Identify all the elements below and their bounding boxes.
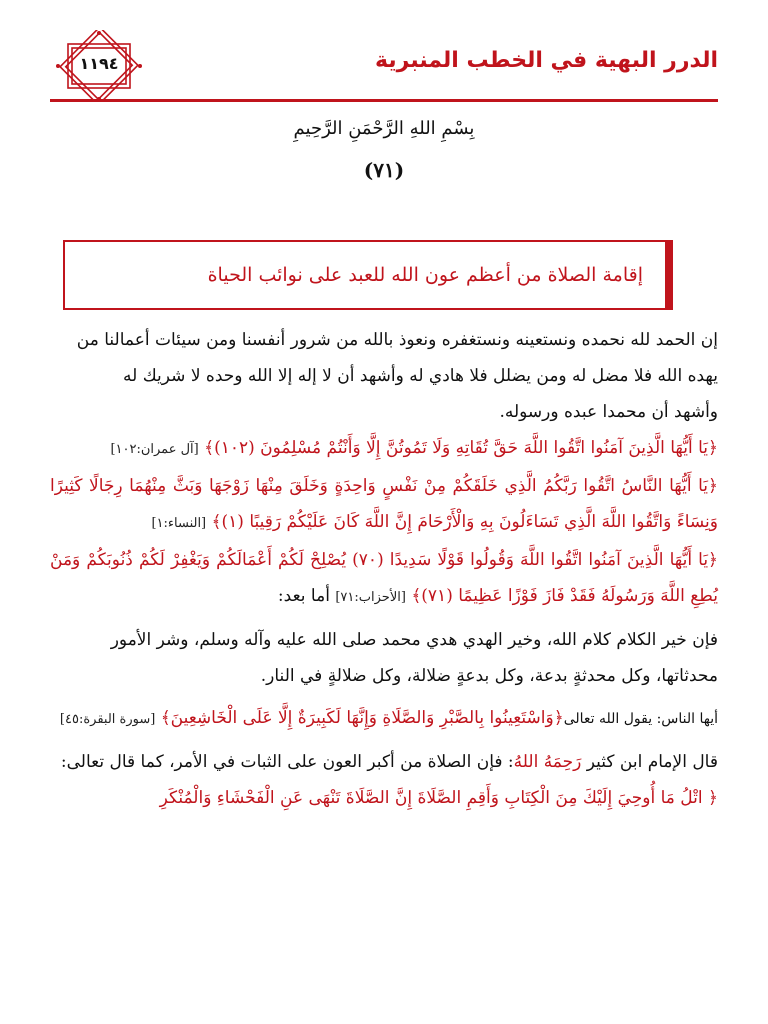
quran-verse: ﴿وَاسْتَعِينُوا بِالصَّبْرِ وَالصَّلَاةِ وَإِنَّهَا لَكَبِيرَةٌ إِلَّا عَلَى الْخَاشِعِينَ﴾ <box>160 708 564 728</box>
quran-verse: ﴿يَا أَيُّهَا النَّاسُ اتَّقُوا رَبَّكُمُ الَّذِي خَلَقَكُمْ مِنْ نَفْسٍ وَاحِدَةٍ وَخَلَقَ مِنْهَا زَوْجَهَا وَبَثَّ مِنْهُمَا رِجَالًا كَثِيرًا وَنِسَاءً وَاتَّقُوا اللَّهَ الَّذِي تَسَاءَلُونَ بِهِ وَالْأَرْحَامَ إِنَّ اللَّهَ كَانَ عَلَيْكُمْ رَقِيبًا (١)﴾ <box>50 476 718 532</box>
page-number-ornament <box>50 30 148 102</box>
honorific: رَحِمَهُ اللهُ <box>513 752 582 772</box>
intro-line: يهده الله فلا مضل له ومن يضلل فلا هادي له وأشهد أن لا إله إلا الله وحده لا شريك له <box>123 366 718 386</box>
verse-paragraph <box>50 542 718 616</box>
page-header <box>50 30 718 102</box>
book-title: الدرر البهية في الخطب المنبرية <box>375 48 718 73</box>
verse-reference: [آل عمران:١٠٢] <box>110 442 199 457</box>
tafsir-rest: : فإن الصلاة من أكبر العون على الثبات في الأمر، كما قال تعالى: <box>60 752 514 772</box>
amma-bad: أما بعد: <box>277 586 330 606</box>
intro-line: وأشهد أن محمدا عبده ورسوله. <box>499 402 718 422</box>
quran-verse: ﴿يَا أَيُّهَا الَّذِينَ آمَنُوا اتَّقُوا اللَّهَ حَقَّ تُقَاتِهِ وَلَا تَمُوتُنَّ إِلَّا وَأَنْتُمْ مُسْلِمُونَ (١٠٢)﴾ <box>204 438 718 458</box>
khutba-line: فإن خير الكلام كلام الله، وخير الهدي هدي محمد صلى الله عليه وآله وسلم، وشر الأمور <box>110 630 718 650</box>
sermon-body <box>50 322 718 816</box>
tafsir-paragraph <box>50 744 718 780</box>
people-paragraph <box>50 700 718 738</box>
quran-verse: ﴿يَا أَيُّهَا الَّذِينَ آمَنُوا اتَّقُوا اللَّهَ وَقُولُوا قَوْلًا سَدِيدًا (٧٠) يُصْلِحْ لَكُمْ أَعْمَالَكُمْ وَيَغْفِرْ لَكُمْ ذُنُوبَكُمْ وَمَنْ يُطِعِ اللَّهَ وَرَسُولَهُ فَقَدْ فَازَ فَوْزًا عَظِيمًا (٧١)﴾ <box>50 550 719 606</box>
verse-paragraph <box>50 430 718 468</box>
sermon-title: إقامة الصلاة من أعظم عون الله للعبد على نوائب الحياة <box>207 264 643 286</box>
header-divider <box>50 99 718 102</box>
verse-paragraph <box>50 468 718 542</box>
basmala: بِسْمِ اللهِ الرَّحْمَنِ الرَّحِيمِ <box>293 118 475 139</box>
verse-paragraph <box>50 780 718 816</box>
khutba-line: محدثاتها، وكل محدثةٍ بدعة، وكل بدعةٍ ضلالة، وكل ضلالةٍ في النار. <box>260 666 718 686</box>
quran-verse: ﴿ اتْلُ مَا أُوحِيَ إِلَيْكَ مِنَ الْكِتَابِ وَأَقِمِ الصَّلَاةَ إِنَّ الصَّلَاةَ تَنْهَى عَنِ الْفَحْشَاءِ وَالْمُنْكَرِ <box>159 788 718 808</box>
sermon-title-box <box>63 240 673 310</box>
verse-reference: [الأحزاب:٧١] <box>335 590 406 605</box>
verse-reference: [النساء:١] <box>151 516 207 531</box>
page-number: ١١٩٤ <box>79 54 119 73</box>
intro-line: إن الحمد لله نحمده ونستعينه ونستغفره ونعوذ بالله من شرور أنفسنا ومن سيئات أعمالنا من <box>76 330 718 350</box>
people-prefix: أيها الناس: يقول الله تعالى <box>563 711 718 727</box>
verse-reference: [سورة البقرة:٤٥] <box>59 712 156 727</box>
tafsir-text: قال الإمام ابن كثير <box>586 752 718 772</box>
sermon-number: (٧١) <box>363 158 405 182</box>
